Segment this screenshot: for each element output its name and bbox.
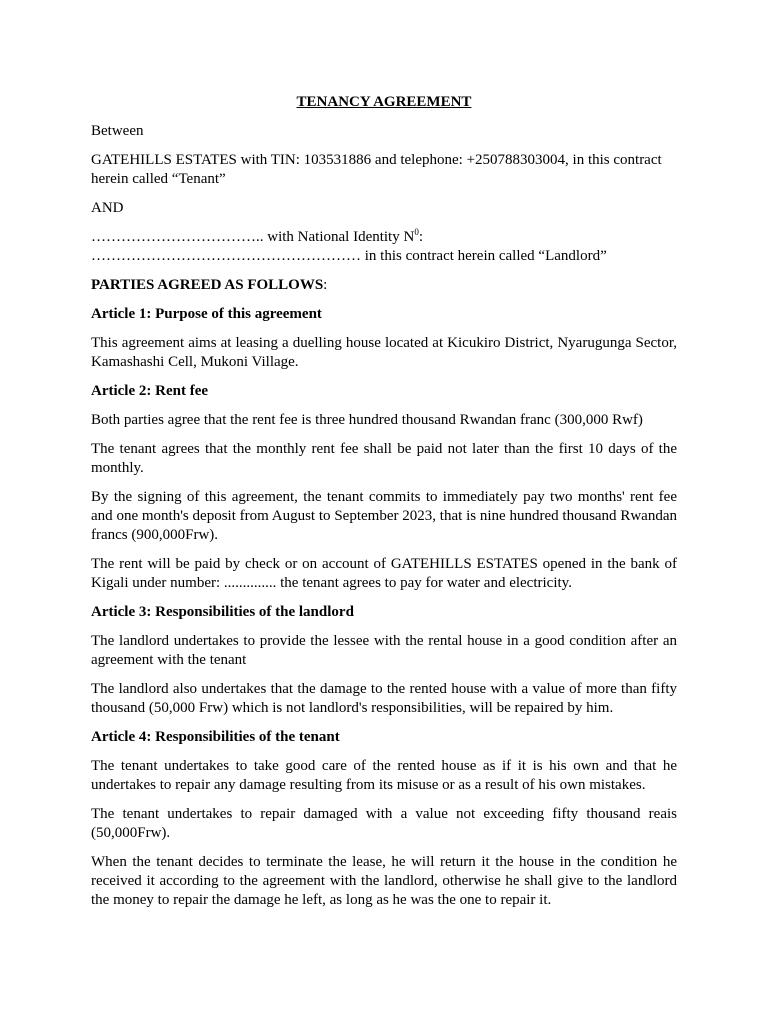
- article-2-paragraph: The tenant agrees that the monthly rent fee shall be paid not later than the first 10 days of the monthly.: [91, 441, 677, 476]
- article-1-heading: Article 1: Purpose of this agreement: [91, 306, 322, 322]
- party-one-paragraph: GATEHILLS ESTATES with TIN: 103531886 and telephone: +250788303004, in this contract herein called “Tenant”: [91, 152, 662, 187]
- between-label: Between: [91, 123, 144, 139]
- article-4-heading: Article 4: Responsibilities of the tenant: [91, 729, 340, 745]
- article-4-paragraph: The tenant undertakes to take good care of the rented house as if it is his own and that he undertakes to repair any damage resulting from its misuse or as a result of his own mistakes.: [91, 758, 677, 793]
- document-page: [91, 93, 677, 920]
- party-two-line-2: ……………………………………………… in this contract herein called “Landlord”: [91, 248, 607, 264]
- superscript-zero: 0: [414, 227, 419, 237]
- article-4-paragraph: The tenant undertakes to repair damaged with a value not exceeding fifty thousand reais (50,000Frw).: [91, 806, 677, 841]
- article-1-paragraph: This agreement aims at leasing a duelling house located at Kicukiro District, Nyarugunga Sector, Kamashashi Cell, Mukoni Village.: [91, 335, 677, 370]
- article-2-heading: Article 2: Rent fee: [91, 383, 209, 399]
- article-4-paragraph: When the tenant decides to terminate the lease, he will return it the house in the condition he received it according to the agreement with the landlord, otherwise he shall give to the landlord the money to repair the damage he left, as long as he was the one to repair it.: [91, 854, 677, 908]
- parties-agreed-colon: :: [323, 277, 328, 293]
- article-2-paragraph: By the signing of this agreement, the tenant commits to immediately pay two months' rent fee and one month's deposit from August to September 2023, that is nine hundred thousand Rwandan francs (900,000Frw).: [91, 489, 677, 543]
- article-2-paragraph: Both parties agree that the rent fee is three hundred thousand Rwandan franc (300,000 Rwf): [91, 412, 643, 428]
- article-2-paragraph: The rent will be paid by check or on account of GATEHILLS ESTATES opened in the bank of Kigali under number: .............. the tenant agrees to pay for water and electricity.: [91, 556, 677, 591]
- article-3-heading: Article 3: Responsibilities of the landlord: [91, 604, 354, 620]
- article-3-paragraph: The landlord also undertakes that the damage to the rented house with a value of more than fifty thousand (50,000 Frw) which is not landlord's responsibilities, will be repaired by him.: [91, 681, 677, 716]
- party-two-paragraph: [91, 228, 677, 266]
- and-label: AND: [91, 200, 124, 216]
- party-two-line-1-prefix: …………………………….. with National Identity N: [91, 229, 415, 245]
- party-two-line-1-suffix: :: [418, 229, 423, 245]
- article-3-paragraph: The landlord undertakes to provide the lessee with the rental house in a good condition after an agreement with the tenant: [91, 633, 677, 668]
- parties-agreed-heading: [91, 276, 677, 295]
- party-two-line-1: [91, 228, 677, 247]
- parties-agreed-bold: PARTIES AGREED AS FOLLOWS: [91, 277, 324, 293]
- document-title: TENANCY AGREEMENT: [296, 94, 472, 110]
